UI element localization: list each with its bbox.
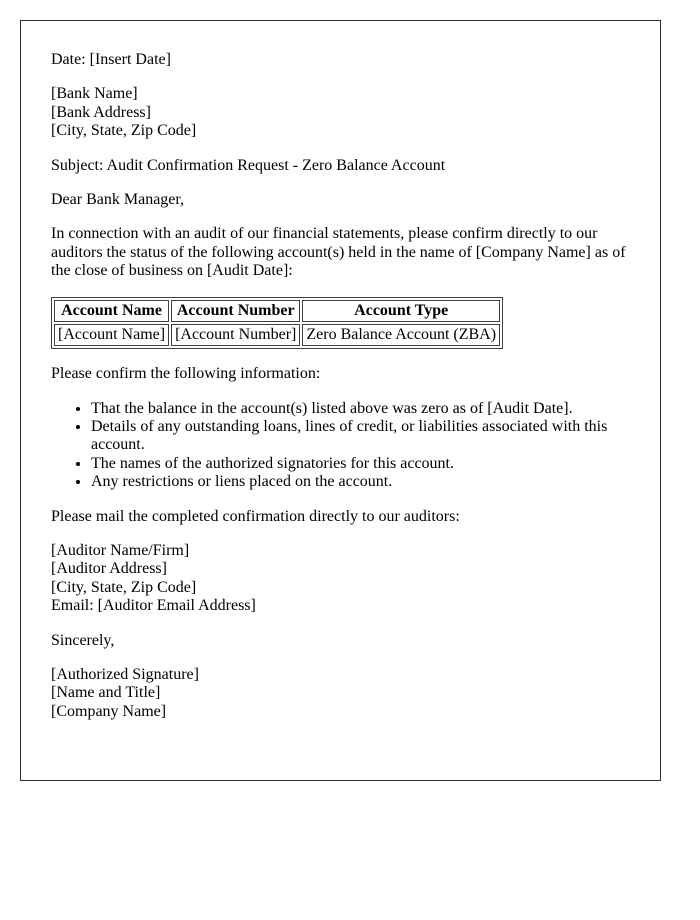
auditor-address-line: [Auditor Address] <box>51 560 167 578</box>
bank-address-block <box>51 85 630 140</box>
accounts-table-row <box>54 324 500 346</box>
confirm-list <box>51 400 630 492</box>
subject-line: Subject: Audit Confirmation Request - Zero Balance Account <box>51 156 446 174</box>
mail-instruction: Please mail the completed confirmation directly to our auditors: <box>51 507 460 525</box>
intro-paragraph: In connection with an audit of our financial statements, please confirm directly to our auditors the status of the following account(s) held in the name of [Company Name] as of the close of business on [Audit Date]: <box>51 225 626 280</box>
confirm-list-item: • That the balance in the account(s) listed above was zero as of [Audit Date]. <box>91 400 630 418</box>
salutation: Dear Bank Manager, <box>51 190 185 208</box>
closing: Sincerely, <box>51 631 115 649</box>
cell-account-number: [Account Number] <box>171 324 300 346</box>
company-name-line: [Company Name] <box>51 702 167 720</box>
cell-account-type: Zero Balance Account (ZBA) <box>302 324 500 346</box>
auditor-address-block <box>51 542 630 616</box>
signature-line: [Authorized Signature] <box>51 665 199 683</box>
signature-block <box>51 666 630 721</box>
cell-account-name: [Account Name] <box>54 324 169 346</box>
confirm-list-item: • Details of any outstanding loans, lines of credit, or liabilities associated with this account. <box>91 418 630 455</box>
confirm-list-item: • The names of the authorized signatories for this account. <box>91 455 630 473</box>
letter-page <box>20 20 661 781</box>
date-line: Date: [Insert Date] <box>51 51 171 68</box>
accounts-table <box>51 297 503 350</box>
auditor-name-line: [Auditor Name/Firm] <box>51 542 190 560</box>
confirm-intro: Please confirm the following information: <box>51 365 321 383</box>
bank-city-line: [City, State, Zip Code] <box>51 122 197 140</box>
bank-name-line: [Bank Name] <box>51 85 138 103</box>
accounts-table-header-row <box>54 300 500 322</box>
auditor-city-line: [City, State, Zip Code] <box>51 578 197 596</box>
name-title-line: [Name and Title] <box>51 684 161 702</box>
header-account-number: Account Number <box>171 300 300 322</box>
confirm-list-item: • Any restrictions or liens placed on the account. <box>91 473 630 491</box>
auditor-email-line: Email: [Auditor Email Address] <box>51 597 256 615</box>
header-account-name: Account Name <box>54 300 169 322</box>
bank-address-line: [Bank Address] <box>51 103 151 121</box>
header-account-type: Account Type <box>302 300 500 322</box>
